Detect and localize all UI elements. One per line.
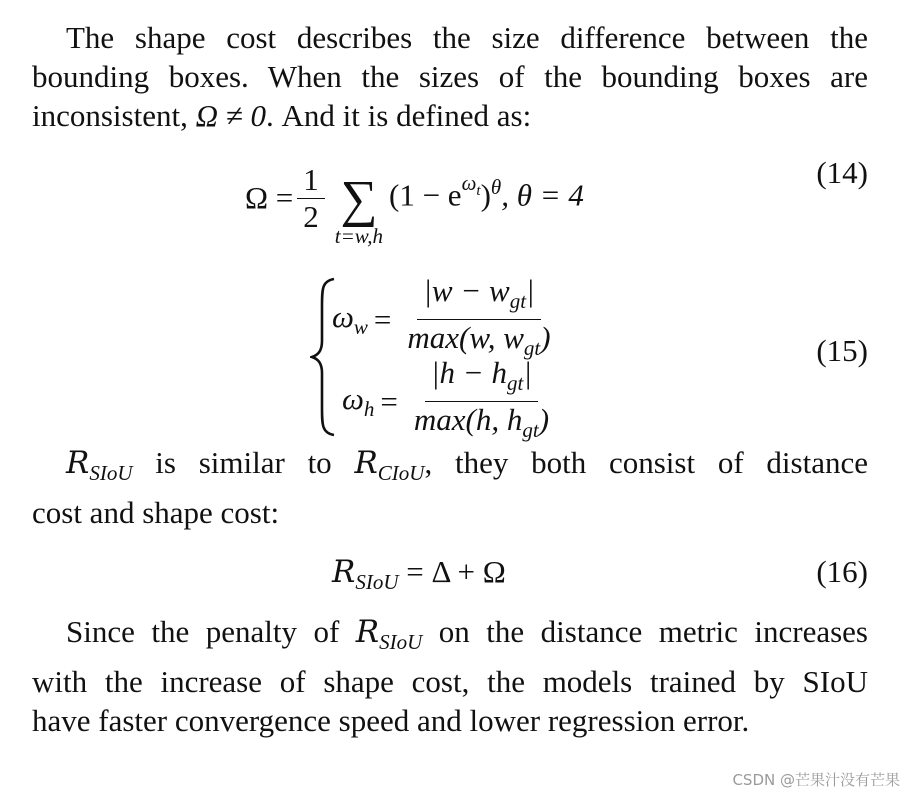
sum-symbol: ∑ <box>340 171 378 228</box>
cases-row-2: $\omega_h$ = $\frac{|h - h_{gt}|}{\max(h, h_{gt})}$ <box>342 355 559 448</box>
text-line <box>32 18 868 57</box>
text: . And it is defined as: <box>266 98 532 133</box>
text-line <box>32 612 868 662</box>
math-text: max(h, h <box>413 402 523 438</box>
math-text <box>342 381 374 422</box>
inline-math: Ω ≠ 0 <box>195 98 267 133</box>
equation-16-body <box>332 554 506 595</box>
math-text: | <box>526 273 535 308</box>
paragraph-siou-comparison <box>32 443 868 532</box>
math-text: max(w, w <box>407 320 524 356</box>
math-text: t <box>476 183 481 200</box>
math-symbol: R <box>332 554 356 591</box>
equation-16 <box>32 532 868 612</box>
math-text: ω <box>461 170 477 195</box>
math-text: , θ = 4 <box>501 177 584 213</box>
math-text: ω <box>332 299 354 335</box>
numerator: 1 <box>297 162 325 199</box>
summation <box>334 171 383 248</box>
numerator <box>417 273 540 320</box>
text: inconsistent, <box>32 98 188 133</box>
text: , they both consist of distance <box>424 445 868 480</box>
math-text: gt <box>523 336 541 361</box>
math-text: gt <box>522 418 539 443</box>
equation-number: (14) <box>816 155 868 190</box>
math-text: |h − h <box>431 355 507 390</box>
text-line <box>32 443 868 493</box>
math-text: SIoU <box>379 630 423 655</box>
math-text <box>332 299 368 340</box>
math-symbol: R <box>66 445 90 481</box>
numerator <box>425 355 538 402</box>
math-text: | <box>523 355 532 390</box>
watermark: CSDN @芒果汁没有芒果 <box>732 771 900 789</box>
text-line <box>32 57 868 96</box>
text-line <box>32 701 868 740</box>
equation-15 <box>32 273 868 443</box>
equation-number: (16) <box>816 554 868 590</box>
text: on the distance metric increases <box>422 614 868 650</box>
text-line <box>32 662 868 701</box>
text-line <box>32 493 868 532</box>
text: with the increase of shape cost, the models trained by SIoU <box>32 664 868 700</box>
cases-row-1: $\omega_w$ = $\frac{|w - w_{gt}|}{\max(w, w_{gt})}$ <box>332 273 561 366</box>
math-text: = Δ + Ω <box>398 554 506 590</box>
text: is similar to <box>132 445 355 480</box>
math-symbol: R <box>354 445 378 481</box>
math-text: h <box>363 397 375 422</box>
math-text: ) <box>538 402 550 438</box>
math-text: CIoU <box>377 461 425 486</box>
paper-page <box>32 18 868 740</box>
math-text: gt <box>509 289 527 314</box>
text-line <box>32 96 868 135</box>
text: The shape cost describes the size difference between the <box>66 20 868 55</box>
paragraph-convergence <box>32 612 868 740</box>
paragraph-shape-cost <box>32 18 868 135</box>
fraction <box>408 355 555 448</box>
math-text: ) <box>480 177 491 213</box>
text: cost and shape cost: <box>32 495 280 531</box>
math-text: ω <box>342 381 364 417</box>
equation-14 <box>32 139 868 259</box>
sum-limit: t=w,h <box>334 224 383 248</box>
math-text: (1 − e <box>389 177 462 213</box>
fraction <box>401 273 556 366</box>
denominator <box>408 402 555 448</box>
text: have faster convergence speed and lower regression error. <box>32 703 750 739</box>
denominator: 2 <box>303 198 319 234</box>
fraction <box>297 162 325 235</box>
math-text <box>389 170 584 213</box>
text: Since the penalty of <box>66 614 356 650</box>
equation-14-body <box>245 149 584 247</box>
text: bounding boxes. When the sizes of the bounding boxes are <box>32 59 868 94</box>
math-text: gt <box>506 371 524 396</box>
math-text: |w − w <box>423 273 510 308</box>
math-text: ) <box>540 320 551 356</box>
equation-number: (15) <box>816 333 868 368</box>
math-text: SIoU <box>355 570 399 595</box>
math-text: θ <box>490 174 502 199</box>
math-symbol: R <box>355 614 380 651</box>
math-text: SIoU <box>89 461 133 486</box>
math-text: Ω = <box>245 180 294 215</box>
math-text: w <box>353 315 368 340</box>
